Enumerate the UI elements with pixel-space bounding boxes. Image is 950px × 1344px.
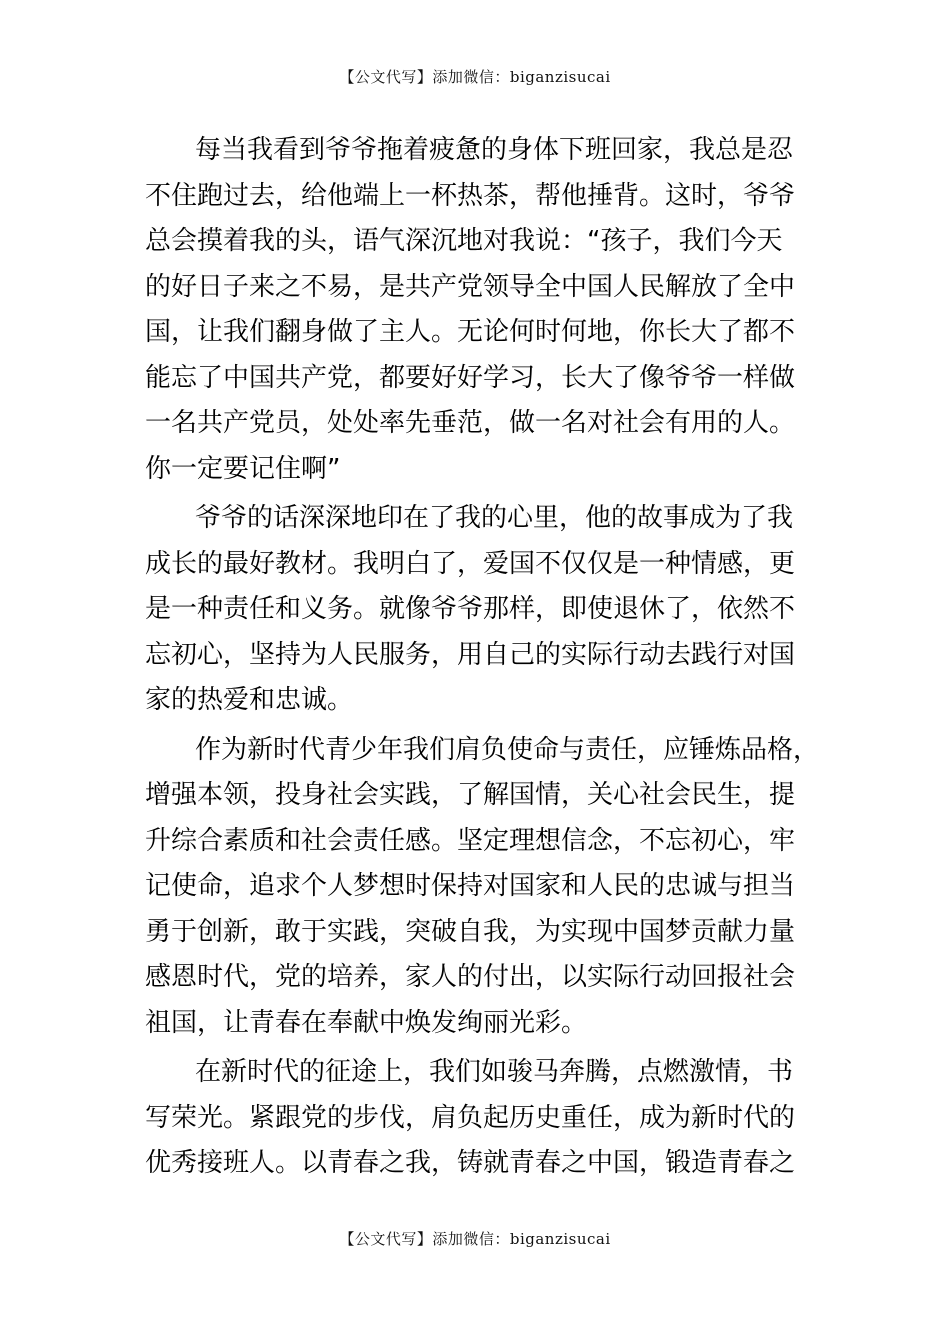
document-body (145, 128, 825, 1191)
text-line: 每当我看到爷爷拖着疲惫的身体下班回家，我总是忍 (195, 135, 794, 165)
paragraph-patriotism-meaning (145, 496, 825, 724)
page-header: 【公文代写】添加微信：biganzisucai (339, 68, 611, 86)
text-line: 记使命，追求个人梦想时保持对国家和人民的忠诚与担当 (145, 871, 796, 901)
text-line: 作为新时代青少年我们肩负使命与责任，应锤炼品格， (195, 734, 820, 765)
text-line: 优秀接班人。以青春之我，铸就青春之中国，锻造青春之 (145, 1148, 796, 1178)
text-line: 能忘了中国共产党，都要好好学习，长大了像爷爷一样做 (145, 362, 796, 393)
paragraph-grandfather-words (145, 128, 825, 492)
text-line: 一名共产党员，处处率先垂范，做一名对社会有用的人。 (145, 408, 796, 438)
text-line: 你一定要记住啊” (145, 453, 341, 484)
text-line: 家的热爱和忠诚。 (145, 685, 354, 715)
text-line: 爷爷的话深深地印在了我的心里，他的故事成为了我 (195, 503, 794, 533)
paragraph-youth-responsibility (145, 728, 825, 1047)
text-line: 升综合素质和社会责任感。坚定理想信念，不忘初心，牢 (145, 825, 796, 856)
text-line: 不住跑过去，给他端上一杯热茶，帮他捶背。这时，爷爷 (145, 180, 796, 211)
text-line: 成长的最好教材。我明白了，爱国不仅仅是一种情感，更 (145, 548, 796, 579)
text-line: 感恩时代，党的培养，家人的付出，以实际行动回报社会 (145, 962, 796, 992)
paragraph-new-era (145, 1050, 825, 1187)
text-line: 国，让我们翻身做了主人。无论何时何地，你长大了都不 (145, 317, 796, 347)
text-line: 在新时代的征途上，我们如骏马奔腾，点燃激情，书 (195, 1057, 794, 1087)
text-line: 是一种责任和义务。就像爷爷那样，即使退休了，依然不 (145, 594, 796, 624)
text-line: 总会摸着我的头，语气深沉地对我说：“孩子，我们今天 (145, 226, 783, 256)
text-line: 忘初心，坚持为人民服务，用自己的实际行动去践行对国 (145, 639, 796, 670)
text-line: 勇于创新，敢于实践，突破自我，为实现中国梦贡献力量 (145, 916, 796, 947)
text-line: 的好日子来之不易，是共产党领导全中国人民解放了全中 (145, 271, 796, 302)
text-line: 写荣光。紧跟党的步伐，肩负起历史重任，成为新时代的 (145, 1102, 796, 1133)
text-line: 祖国，让青春在奉献中焕发绚丽光彩。 (145, 1007, 588, 1038)
text-line: 增强本领，投身社会实践，了解国情，关心社会民生，提 (145, 780, 796, 810)
page-footer: 【公文代写】添加微信：biganzisucai (339, 1230, 611, 1248)
